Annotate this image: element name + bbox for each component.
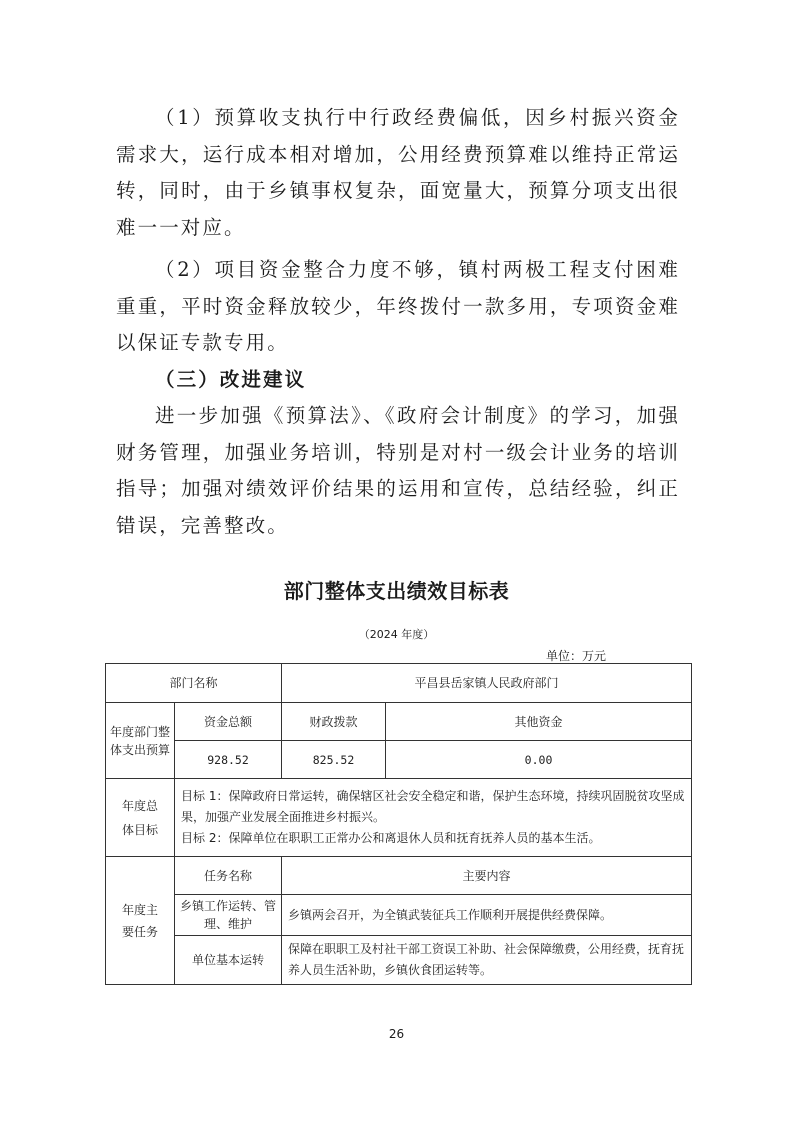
task-content: 保障在职职工及村社干部工资误工补助、社会保障缴费，公用经费，抚育抚养人员生活补助，乡镇伙食团运转等。 (282, 936, 692, 985)
page-number: 26 (388, 1027, 405, 1041)
task-name: 单位基本运转 (175, 936, 282, 985)
table-row-task (106, 895, 692, 936)
table-unit: 单位：万元 (546, 649, 607, 663)
table-row-budget-values (106, 741, 692, 779)
table-row-dept-name (106, 664, 692, 703)
goal-2: 目标 2：保障单位在职职工正常办公和离退休人员和抚育抚养人员的基本生活。 (181, 831, 601, 845)
table-row-task (106, 936, 692, 985)
dept-name-label: 部门名称 (106, 664, 282, 703)
budget-header-fiscal: 财政拨款 (282, 703, 386, 741)
task-name: 乡镇工作运转、管理、维护 (175, 895, 282, 936)
budget-header-total: 资金总额 (175, 703, 282, 741)
dept-name-value: 平昌县岳家镇人民政府部门 (282, 664, 692, 703)
budget-label: 年度部门整体支出预算 (106, 703, 175, 779)
performance-target-table (105, 663, 692, 985)
task-content: 乡镇两会召开，为全镇武装征兵工作顺利开展提供经费保障。 (282, 895, 692, 936)
table-row-task-headers (106, 857, 692, 895)
budget-value-fiscal: 825.52 (282, 741, 386, 779)
paragraph-issue-1: （1）预算收支执行中行政经费偏低，因乡村振兴资金需求大，运行成本相对增加，公用经费预算难以维持正常运转，同时，由于乡镇事权复杂，面宽量大，预算分项支出很难一一对应。 (116, 106, 680, 239)
section-heading-improvement: （三）改进建议 (155, 368, 307, 391)
budget-value-other: 0.00 (386, 741, 692, 779)
task-header-content: 主要内容 (282, 857, 692, 895)
goals-content (175, 779, 692, 857)
goal-1: 目标 1：保障政府日常运转，确保辖区社会安全稳定和谐，保护生态环境，持续巩固脱贫攻坚成果，加强产业发展全面推进乡村振兴。 (181, 789, 685, 824)
budget-header-other: 其他资金 (386, 703, 692, 741)
table-row-budget-headers (106, 703, 692, 741)
table-year: （2024 年度） (358, 628, 435, 641)
table-title: 部门整体支出绩效目标表 (283, 579, 510, 603)
paragraph-issue-2: （2）项目资金整合力度不够，镇村两极工程支付困难重重，平时资金释放较少，年终拨付一款多用，专项资金难以保证专款专用。 (116, 258, 680, 354)
table-row-goals (106, 779, 692, 857)
task-header-name: 任务名称 (175, 857, 282, 895)
tasks-label: 年度主要任务 (106, 857, 175, 985)
budget-value-total: 928.52 (175, 741, 282, 779)
paragraph-improvement: 进一步加强《预算法》、《政府会计制度》的学习，加强财务管理，加强业务培训，特别是对村一级会计业务的培训指导；加强对绩效评价结果的运用和宣传，总结经验，纠正错误，完善整改。 (116, 404, 680, 537)
goals-label: 年度总体目标 (106, 779, 175, 857)
